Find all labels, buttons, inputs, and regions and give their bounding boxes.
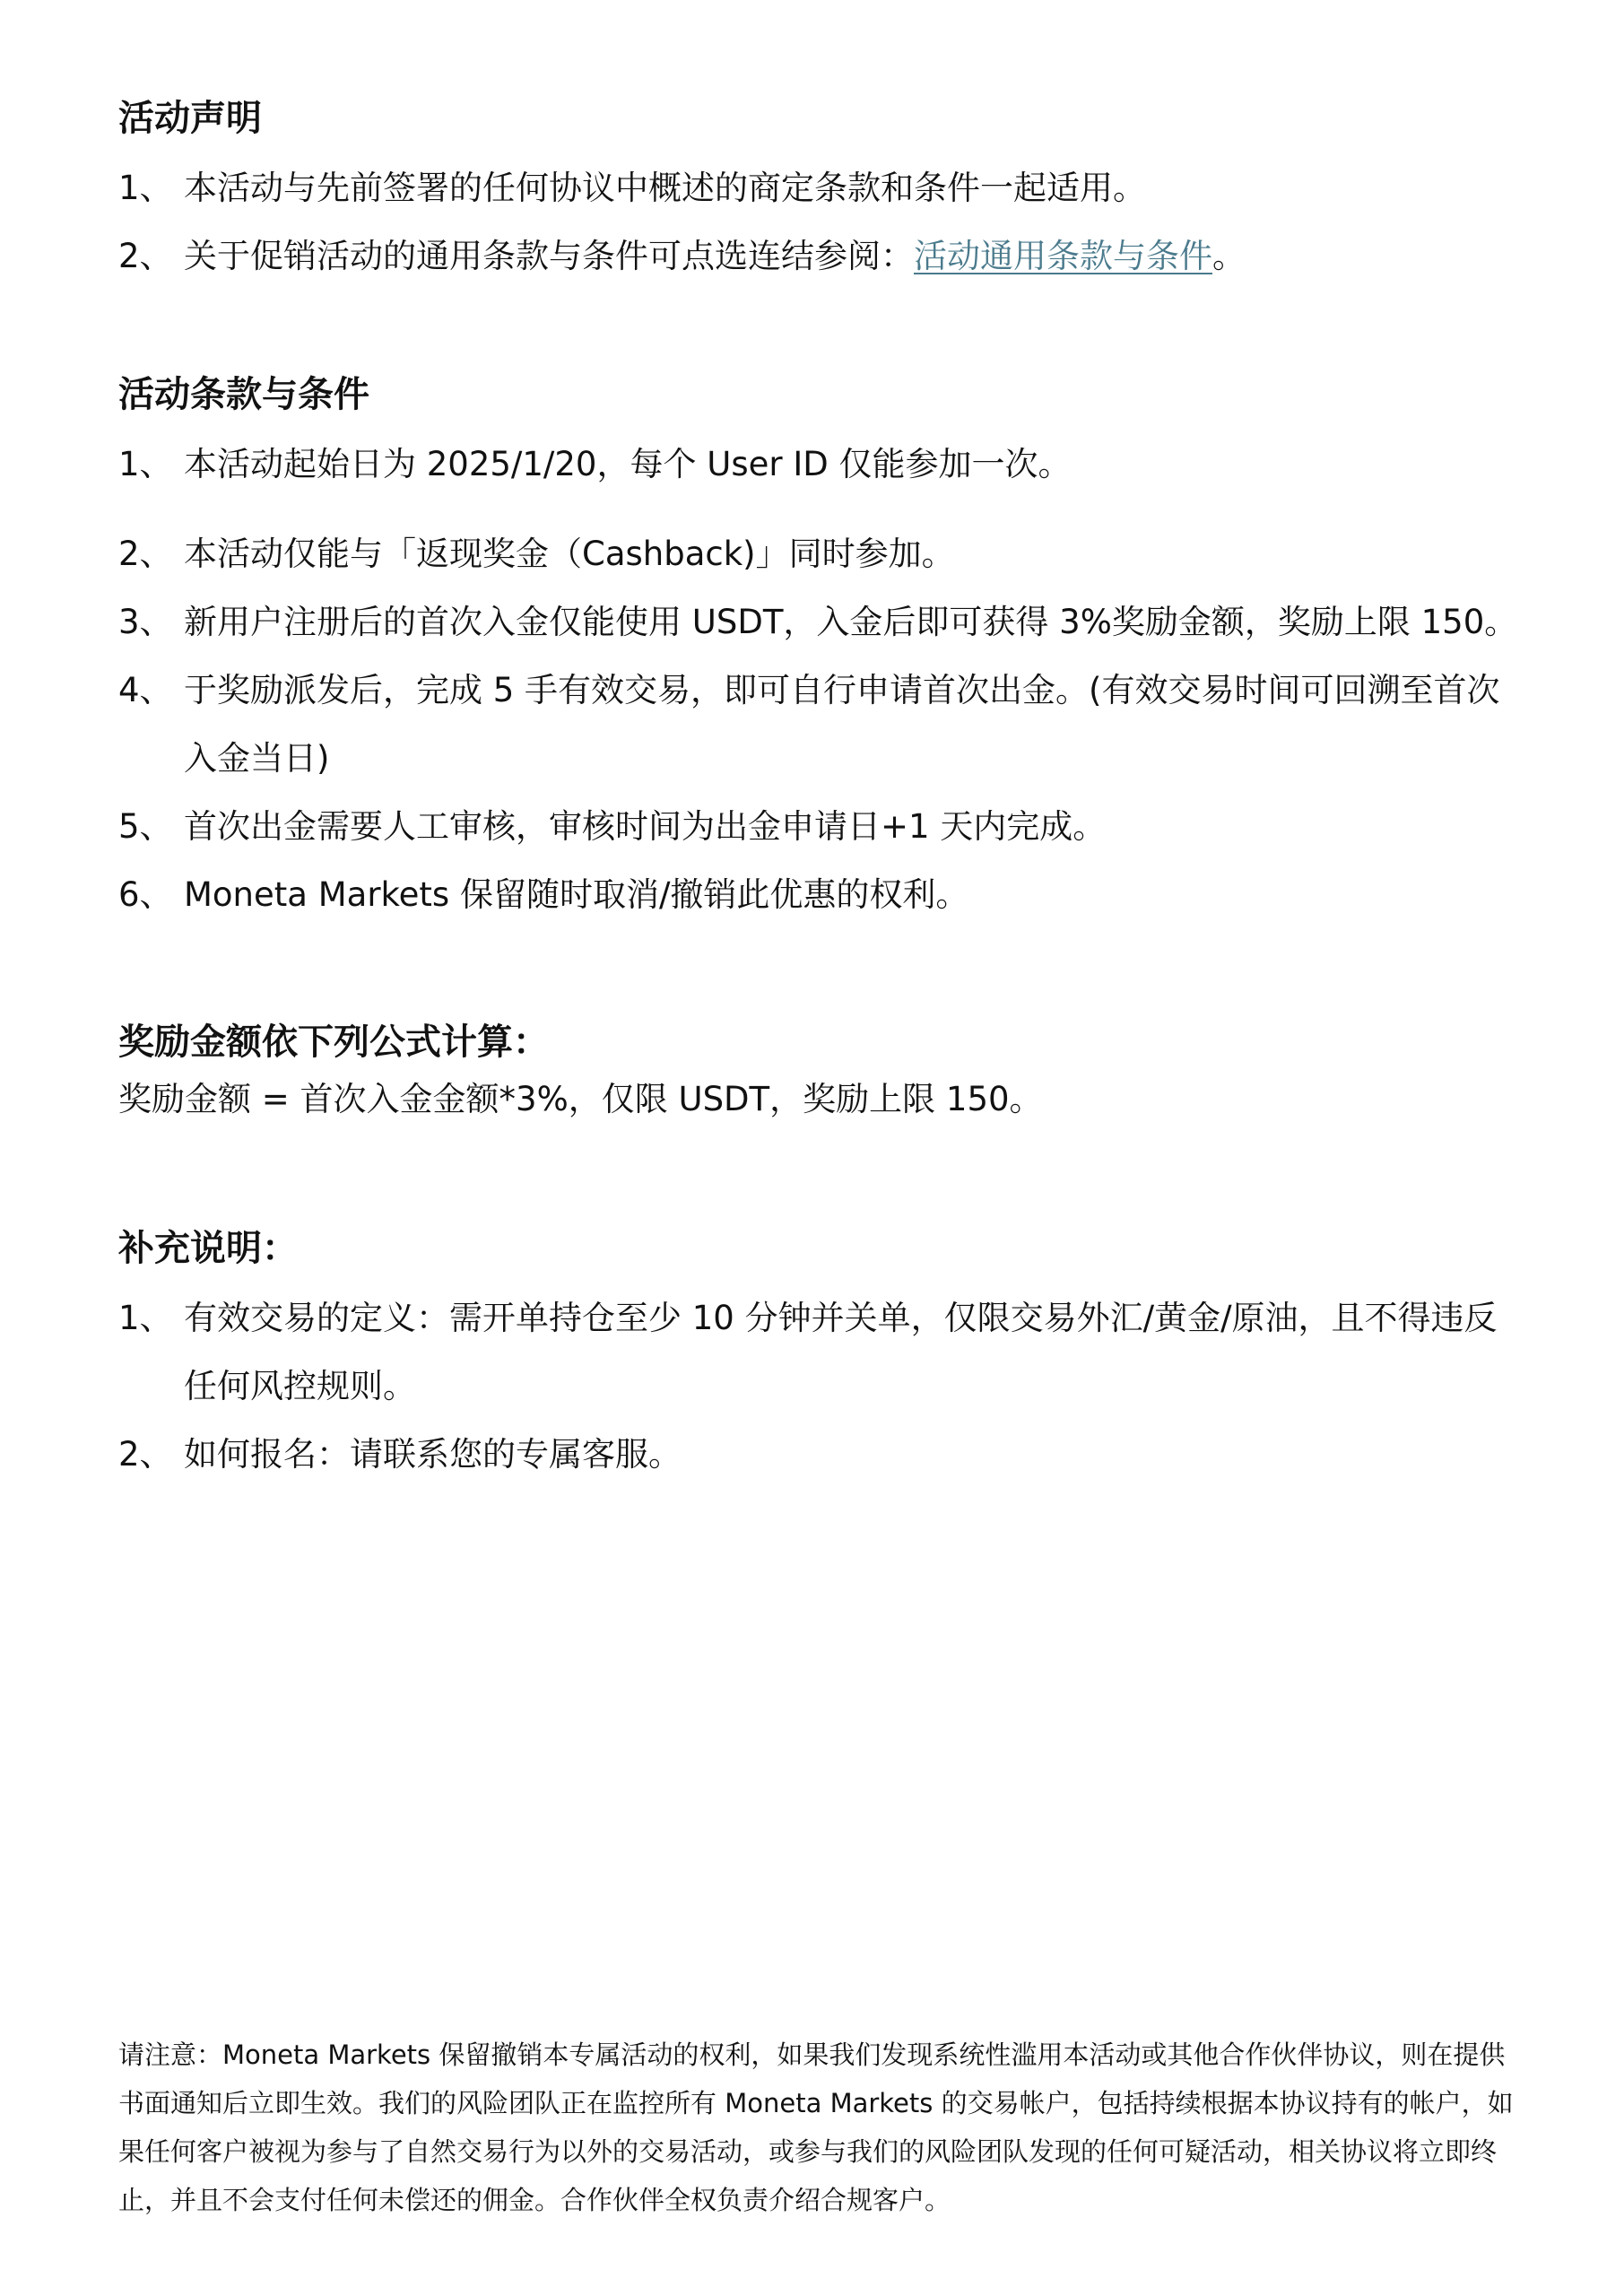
- terms-item-4: [118, 657, 1517, 793]
- list-number: 1、: [118, 1299, 173, 1337]
- list-text: 本活动起始日为 2025/1/20，每个 User ID 仅能参加一次。: [184, 445, 1072, 483]
- terms-item-1: [118, 430, 1517, 499]
- formula-text: 奖励金额 = 首次入金金额*3%，仅限 USDT，奖励上限 150。: [118, 1080, 1043, 1118]
- list-text: Moneta Markets 保留随时取消/撤销此优惠的权利。: [184, 875, 969, 914]
- disclaimer-notice: 请注意：Moneta Markets 保留撤销本专属活动的权利，如果我们发现系统性滥用本活动或其他合作伙伴协议，则在提供书面通知后立即生效。我们的风险团队正在监控所有 Moneta Markets 的交易帐户，包括持续根据本协议持有的帐户，如果任何客户被视为参与了自然交易行为以外的交易活动，或参与我们的风险团队发现的任何可疑活动，相关协议将立即终止，并且不会支付任何未偿还的佣金。合作伙伴全权负责介绍合规客户。: [118, 2039, 1514, 2215]
- list-text: 本活动与先前签署的任何协议中概述的商定条款和条件一起适用。: [184, 169, 1146, 207]
- list-text: 本活动仅能与「返现奖金（Cashback)」同时参加。: [184, 535, 955, 573]
- list-number: 2、: [118, 237, 173, 275]
- list-suffix: 。: [1212, 237, 1246, 275]
- declaration-item-1: [118, 154, 1517, 222]
- list-number: 4、: [118, 671, 173, 709]
- list-text: 有效交易的定义：需开单持仓至少 10 分钟并关单，仅限交易外汇/黄金/原油，且不得违反任何风控规则。: [184, 1299, 1498, 1405]
- supplement-heading: 补充说明：: [118, 1228, 298, 1269]
- list-text: 新用户注册后的首次入金仅能使用 USDT，入金后即可获得 3%奖励金额，奖励上限 150。: [184, 603, 1518, 641]
- terms-item-6: [118, 861, 1517, 929]
- supplement-item-2: [118, 1421, 1517, 1489]
- list-number: 1、: [118, 445, 173, 483]
- terms-item-2: [118, 520, 1517, 588]
- declaration-heading: 活动声明: [118, 98, 262, 139]
- terms-item-3: [118, 588, 1517, 657]
- formula-section: [118, 1019, 1517, 1134]
- supplement-section: [118, 1225, 1517, 1489]
- list-number: 5、: [118, 807, 173, 846]
- formula-heading: 奖励金额依下列公式计算：: [118, 1022, 549, 1063]
- terms-item-5: [118, 793, 1517, 861]
- declaration-item-2: [118, 222, 1517, 291]
- list-number: 2、: [118, 1435, 173, 1474]
- general-terms-link[interactable]: 活动通用条款与条件: [914, 237, 1212, 275]
- list-text: 如何报名：请联系您的专属客服。: [184, 1435, 682, 1474]
- list-number: 6、: [118, 875, 173, 914]
- list-text: 关于促销活动的通用条款与条件可点选连结参阅：: [184, 237, 914, 275]
- terms-heading: 活动条款与条件: [118, 374, 369, 415]
- declaration-section: [118, 95, 1517, 291]
- list-number: 2、: [118, 535, 173, 573]
- list-text: 首次出金需要人工审核，审核时间为出金申请日+1 天内完成。: [184, 807, 1107, 846]
- terms-section: [118, 371, 1517, 929]
- list-number: 1、: [118, 169, 173, 207]
- supplement-item-1: [118, 1284, 1517, 1421]
- list-number: 3、: [118, 603, 173, 641]
- list-text: 于奖励派发后，完成 5 手有效交易，即可自行申请首次出金。(有效交易时间可回溯至首次入金当日): [184, 671, 1500, 778]
